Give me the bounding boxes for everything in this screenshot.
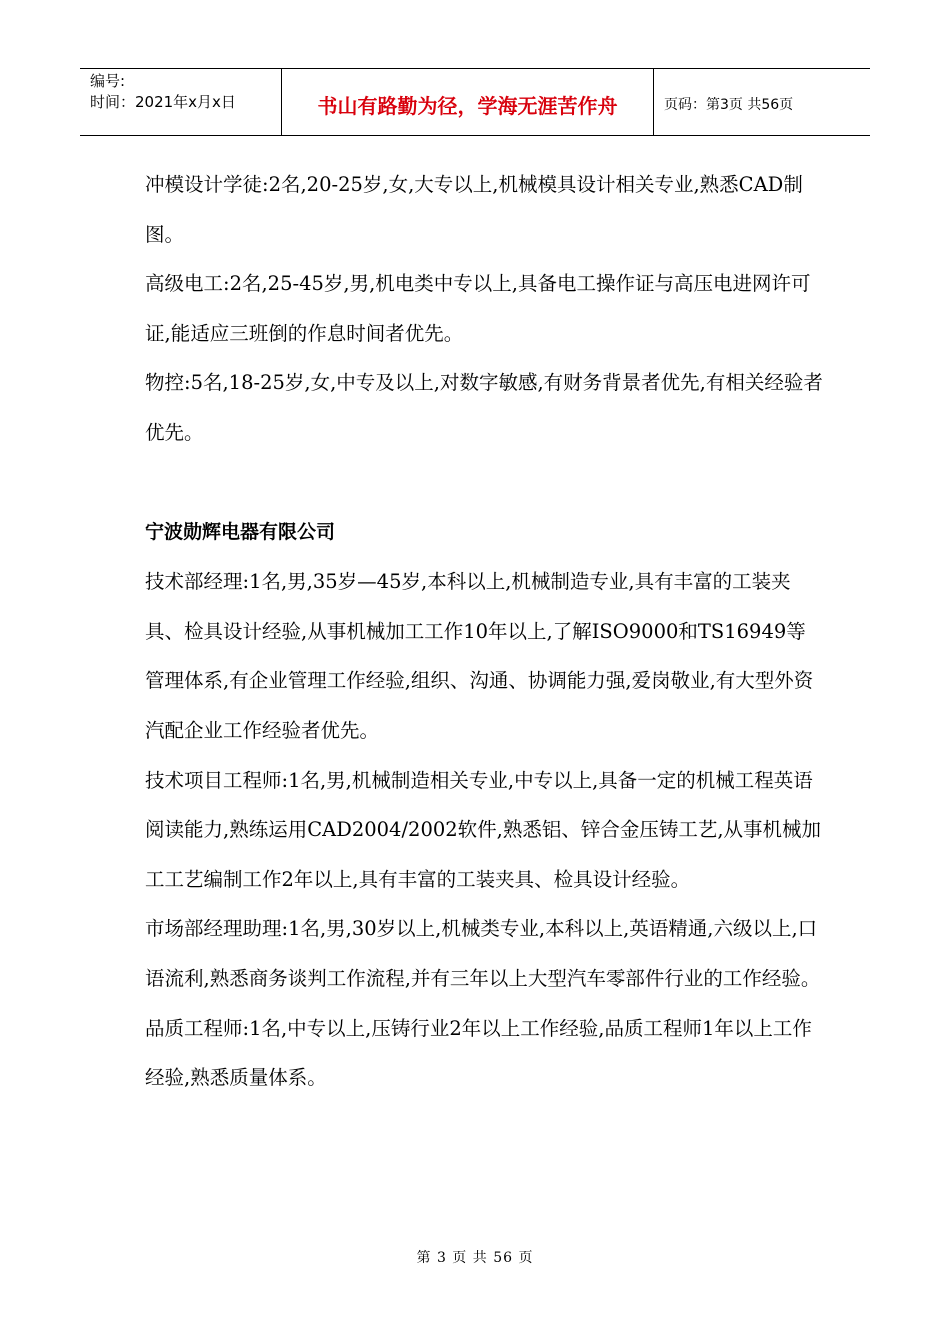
- document-date: 时间：2021年x月x日: [90, 93, 236, 111]
- header-motto: 书山有路勤为径，学海无涯苦作舟: [282, 69, 654, 135]
- header-meta: [80, 69, 282, 135]
- job-listing-paragraph: 高级电工:2名,25-45岁,男,机电类中专以上,具备电工操作证与高压电进网许可证,能适应三班倒的作息时间者优先。: [145, 272, 811, 345]
- job-listing-paragraph: 物控:5名,18-25岁,女,中专及以上,对数字敏感,有财务背景者优先,有相关经验者优先。: [145, 371, 823, 444]
- job-listing-paragraph: 市场部经理助理:1名,男,30岁以上,机械类专业,本科以上,英语精通,六级以上,口语流利,熟悉商务谈判工作流程,并有三年以上大型汽车零部件行业的工作经验。: [145, 917, 821, 990]
- header-page-info: 页码：第3页 共56页: [664, 97, 794, 113]
- job-listing-paragraph: 技术项目工程师:1名,男,机械制造相关专业,中专以上,具备一定的机械工程英语阅读能力,熟练运用CAD2004/2002软件,熟悉铝、锌合金压铸工艺,从事机械加工工艺编制工作2年以上,具有丰富的工装夹具、检具设计经验。: [145, 768, 822, 891]
- page-header: [80, 68, 870, 136]
- job-listing-paragraph: 品质工程师:1名,中专以上,压铸行业2年以上工作经验,品质工程师1年以上工作经验,熟悉质量体系。: [145, 1016, 812, 1090]
- document-code-label: 编号:: [90, 72, 126, 90]
- company-heading: 宁波勋辉电器有限公司: [145, 520, 336, 543]
- job-listing-paragraph: 冲模设计学徒:2名,20-25岁,女,大专以上,机械模具设计相关专业,熟悉CAD制图。: [145, 173, 803, 246]
- document-body: [145, 160, 825, 1103]
- job-listing-paragraph: 技术部经理:1名,男,35岁—45岁,本科以上,机械制造专业,具有丰富的工装夹具、检具设计经验,从事机械加工工作10年以上,了解ISO9000和TS16949等管理体系,有企业管理工作经验,组织、沟通、协调能力强,爱岗敬业,有大型外资汽配企业工作经验者优先。: [145, 570, 814, 742]
- page-footer: 第 3 页 共 56 页: [416, 1250, 534, 1266]
